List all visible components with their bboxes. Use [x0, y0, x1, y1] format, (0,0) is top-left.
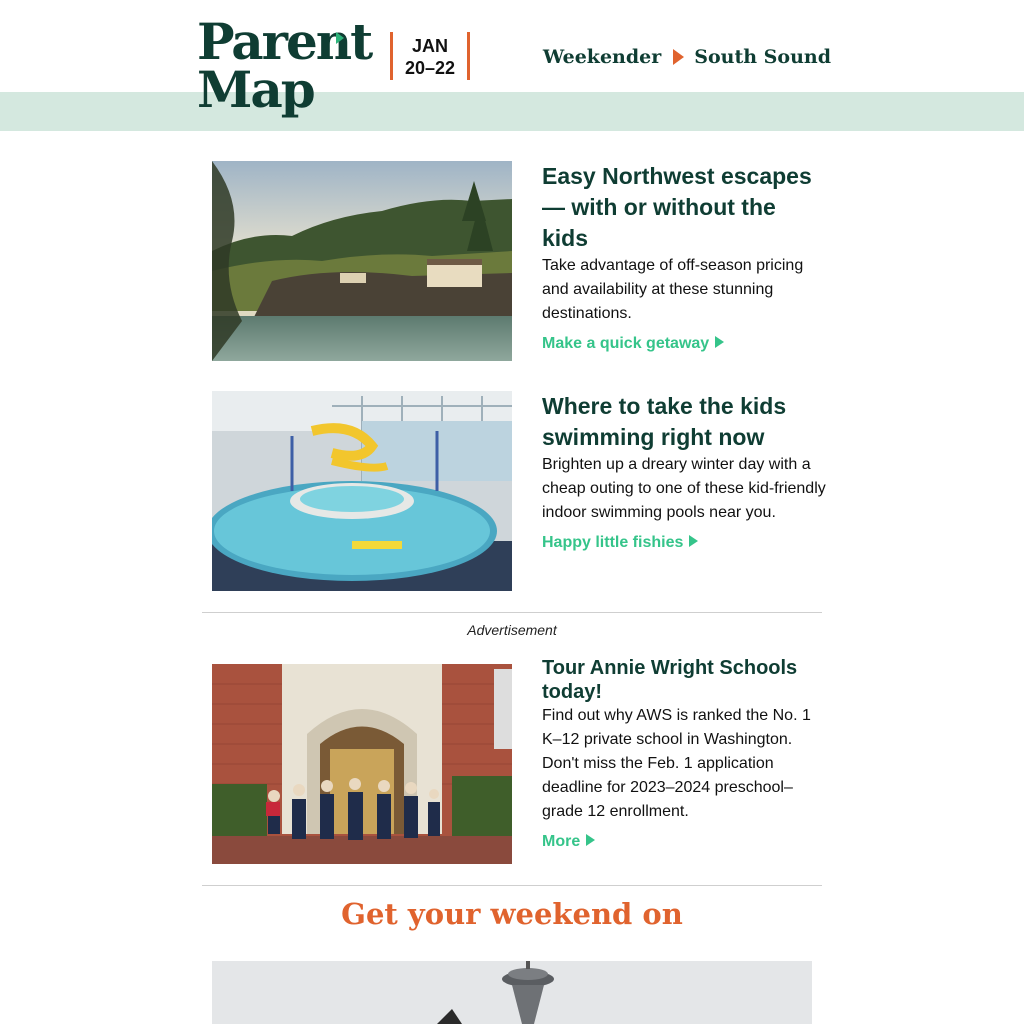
breadcrumb-south-sound[interactable]: South Sound: [694, 46, 831, 68]
header-band: [0, 92, 1024, 131]
breadcrumb-weekender[interactable]: Weekender: [542, 46, 662, 68]
issue-date: [390, 32, 470, 80]
cta-label: Happy little fishies: [542, 534, 684, 551]
play-arrow-icon: [689, 535, 698, 547]
sponsored-description: Find out why AWS is ranked the No. 1 K–12 private school in Washington. Don't miss the Feb. 1 application deadline for 2023–2024 preschool–grade 12 enrollment.: [542, 707, 811, 820]
article-card: [212, 391, 826, 591]
article-description: Brighten up a dreary winter day with a cheap outing to one of these kid-friendly indoor swimming pools near you.: [542, 456, 826, 521]
issue-date-month: JAN: [411, 36, 448, 56]
parentmap-logo[interactable]: [197, 12, 372, 124]
more-link[interactable]: [542, 833, 595, 851]
play-arrow-icon: [715, 336, 724, 348]
sponsored-card: [212, 656, 822, 864]
sponsored-image[interactable]: [212, 664, 512, 864]
article-description: Take advantage of off-season pricing and availability at these stunning destinations.: [542, 257, 804, 322]
logo-line-parent: Parent: [197, 12, 372, 71]
getaway-link[interactable]: [542, 335, 724, 353]
sponsored-text: [542, 656, 827, 851]
article-card: [212, 161, 822, 361]
school-photo: [212, 664, 512, 864]
weekend-hero-image[interactable]: [212, 961, 812, 1024]
email-header: [0, 0, 1024, 131]
logo-line-map: Map: [197, 60, 314, 119]
issue-date-days: 20–22: [404, 58, 456, 78]
article-image-swimming[interactable]: [212, 391, 512, 591]
article-headline[interactable]: Where to take the kids swimming right now: [542, 393, 787, 450]
pool-photo: [212, 391, 512, 591]
article-headline[interactable]: Easy Northwest escapes — with or without the kids: [542, 163, 812, 251]
swimming-link[interactable]: [542, 534, 698, 552]
play-arrow-icon: [586, 834, 595, 846]
sponsored-headline[interactable]: Tour Annie Wright Schools today!: [542, 657, 798, 703]
section-divider: [202, 885, 822, 886]
cta-label: More: [542, 833, 581, 850]
article-image-getaway[interactable]: [212, 161, 512, 361]
advertisement-label: Advertisement: [467, 622, 557, 638]
section-divider: [202, 612, 822, 613]
cta-label: Make a quick getaway: [542, 335, 710, 352]
newsletter-breadcrumb: [543, 44, 831, 70]
breadcrumb-arrow-icon: [673, 49, 684, 65]
article-text: [542, 391, 827, 552]
space-needle-photo: [212, 961, 812, 1024]
landscape-photo: [212, 161, 512, 361]
article-text: [542, 161, 827, 353]
logo-arrow-icon: [336, 32, 344, 44]
weekend-section-title: Get your weekend on: [341, 897, 683, 931]
